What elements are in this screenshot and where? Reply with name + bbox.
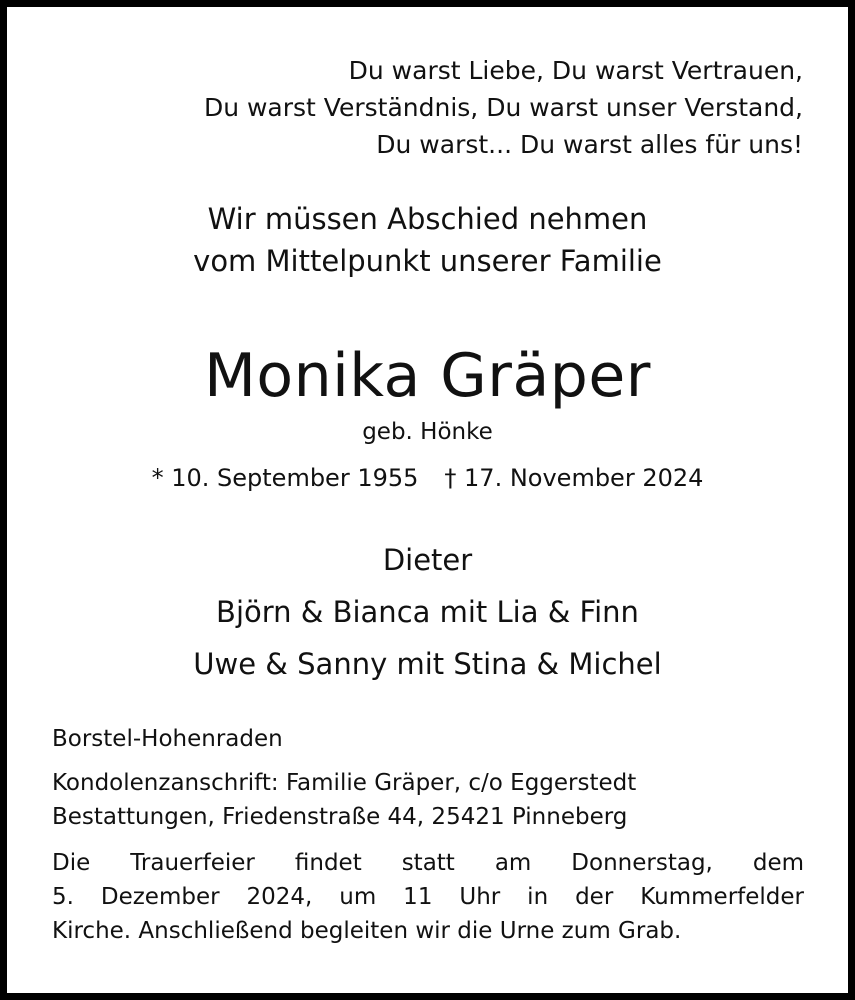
life-dates [0, 460, 855, 496]
death-date: † 17. November 2024 [444, 464, 704, 492]
poem-line: Du warst Verständnis, Du warst unser Verstand, [203, 93, 803, 122]
service-line: 5. Dezember 2024, um 11 Uhr in der Kummerfelder [52, 884, 804, 910]
farewell-text [0, 198, 855, 282]
funeral-service-info [52, 846, 804, 948]
deceased-name: Monika Gräper [204, 341, 651, 411]
birth-date: * 10. September 1955 [151, 464, 419, 492]
poem-line: Du warst Liebe, Du warst Vertrauen, [348, 56, 803, 85]
poem-line: Du warst... Du warst alles für uns! [376, 130, 803, 159]
mourner-line: Dieter [382, 543, 473, 577]
service-line: Die Trauerfeier findet statt am Donnerstag, dem [52, 850, 804, 876]
condolence-address [52, 766, 804, 834]
farewell-line: vom Mittelpunkt unserer Familie [193, 244, 662, 278]
place-name: Borstel-Hohenraden [52, 726, 283, 752]
service-line: Kirche. Anschließend begleiten wir die Urne zum Grab. [52, 918, 682, 944]
birth-name: geb. Hönke [362, 419, 493, 445]
address-line: Kondolenzanschrift: Familie Gräper, c/o Eggerstedt [52, 770, 637, 796]
mourner-line: Björn & Bianca mit Lia & Finn [216, 595, 639, 629]
farewell-line: Wir müssen Abschied nehmen [207, 202, 648, 236]
poem [204, 52, 803, 163]
mourners-list [0, 534, 855, 690]
address-line: Bestattungen, Friedenstraße 44, 25421 Pinneberg [52, 804, 628, 830]
mourner-line: Uwe & Sanny mit Stina & Michel [193, 647, 662, 681]
